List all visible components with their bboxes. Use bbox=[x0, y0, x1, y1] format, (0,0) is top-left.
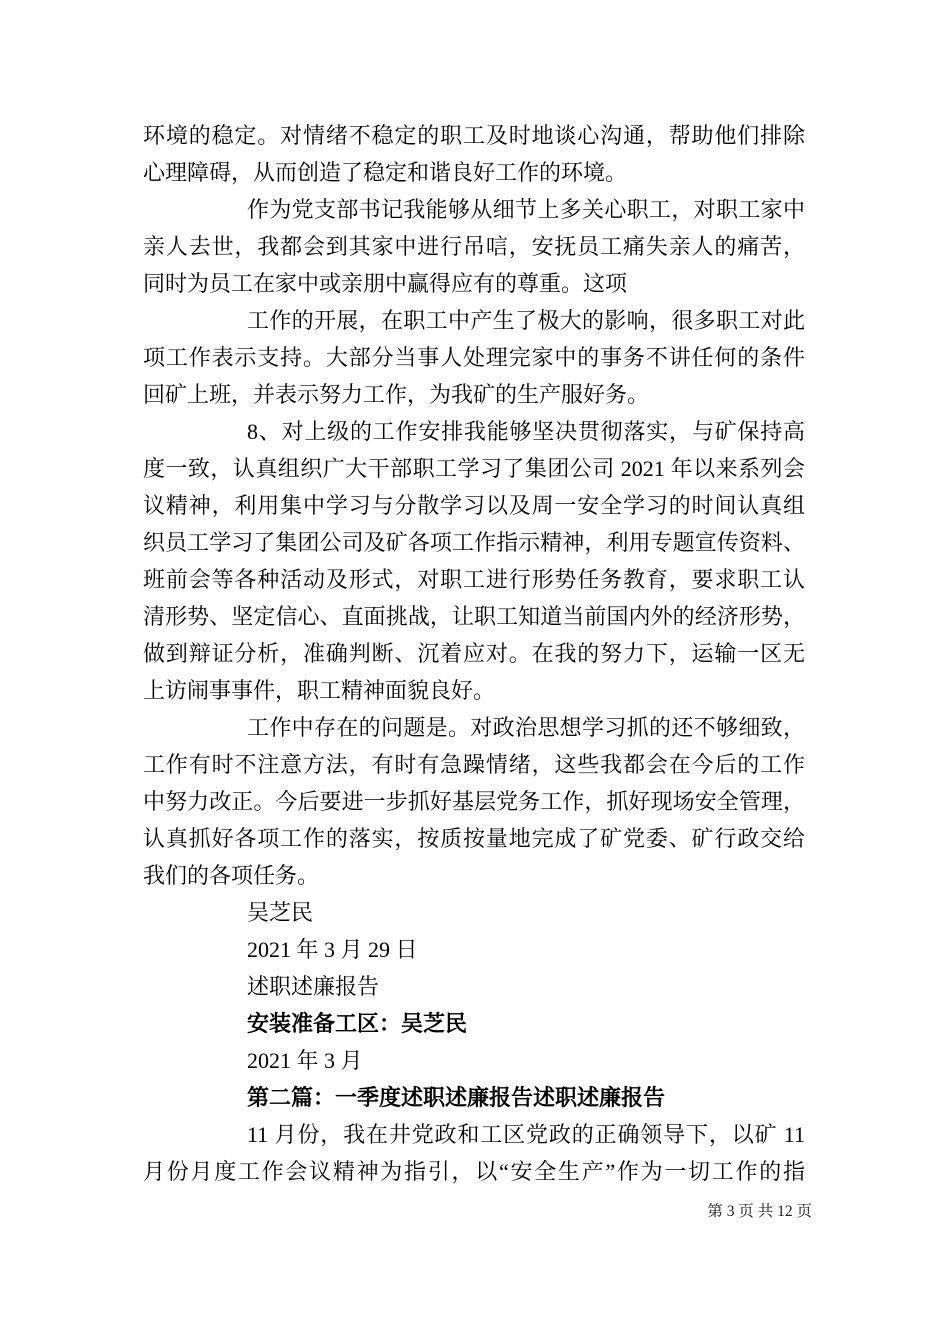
text-line: 我们的各项任务。 bbox=[143, 863, 320, 888]
document-body bbox=[143, 117, 805, 1190]
text-line: 环境的稳定。对情绪不稳定的职工及时地谈心沟通，帮助他们排除 bbox=[143, 123, 805, 148]
text-line: 清形势、坚定信心、直面挑战，让职工知道当前国内外的经济形势， bbox=[143, 604, 805, 629]
text-line: 议精神，利用集中学习与分散学习以及周一安全学习的时间认真组 bbox=[143, 493, 805, 518]
text-line: 工作中存在的问题是。对政治思想学习抓的还不够细致， bbox=[247, 715, 805, 740]
text-line: 上访闹事事件，职工精神面貌良好。 bbox=[143, 678, 496, 703]
text-line: 回矿上班，并表示努力工作，为我矿的生产服好务。 bbox=[143, 382, 650, 407]
text-line: 2021 年 3 月 29 日 bbox=[247, 937, 418, 962]
text-line: 认真抓好各项工作的落实，按质按量地完成了矿党委、矿行政交给 bbox=[143, 826, 805, 851]
text-line: 第二篇：一季度述职述廉报告述职述廉报告 bbox=[247, 1085, 666, 1110]
page-number-footer: 第 3 页 共 12 页 bbox=[707, 1203, 812, 1220]
text-line: 亲人去世，我都会到其家中进行吊唁，安抚员工痛失亲人的痛苦， bbox=[143, 234, 805, 259]
text-line: 工作的开展，在职工中产生了极大的影响，很多职工对此 bbox=[247, 308, 805, 333]
text-line: 述职述廉报告 bbox=[247, 974, 380, 999]
text-line: 11 月份，我在井党政和工区党政的正确领导下，以矿 11 bbox=[247, 1122, 805, 1147]
text-line: 心理障碍，从而创造了稳定和谐良好工作的环境。 bbox=[143, 160, 628, 185]
text-line: 做到辩证分析，准确判断、沉着应对。在我的努力下，运输一区无 bbox=[143, 641, 805, 666]
text-line: 作为党支部书记我能够从细节上多关心职工，对职工家中 bbox=[247, 197, 805, 222]
text-line: 项工作表示支持。大部分当事人处理完家中的事务不讲任何的条件 bbox=[143, 345, 805, 370]
text-line: 月份月度工作会议精神为指引，以“安全生产”作为一切工作的指 bbox=[143, 1159, 805, 1184]
text-line: 安装准备工区：吴芝民 bbox=[247, 1011, 468, 1036]
text-line: 同时为员工在家中或亲朋中赢得应有的尊重。这项 bbox=[143, 271, 628, 296]
text-line: 织员工学习了集团公司及矿各项工作指示精神，利用专题宣传资料、 bbox=[143, 530, 805, 555]
text-line: 中努力改正。今后要进一步抓好基层党务工作，抓好现场安全管理， bbox=[143, 789, 805, 814]
text-line: 工作有时不注意方法，有时有急躁情绪，这些我都会在今后的工作 bbox=[143, 752, 805, 777]
text-line: 2021 年 3 月 bbox=[247, 1048, 363, 1073]
text-line: 班前会等各种活动及形式，对职工进行形势任务教育，要求职工认 bbox=[143, 567, 805, 592]
text-line: 吴芝民 bbox=[247, 900, 314, 925]
text-line: 8、对上级的工作安排我能够坚决贯彻落实，与矿保持高 bbox=[247, 419, 805, 444]
text-line: 度一致，认真组织广大干部职工学习了集团公司 2021 年以来系列会 bbox=[143, 456, 805, 481]
